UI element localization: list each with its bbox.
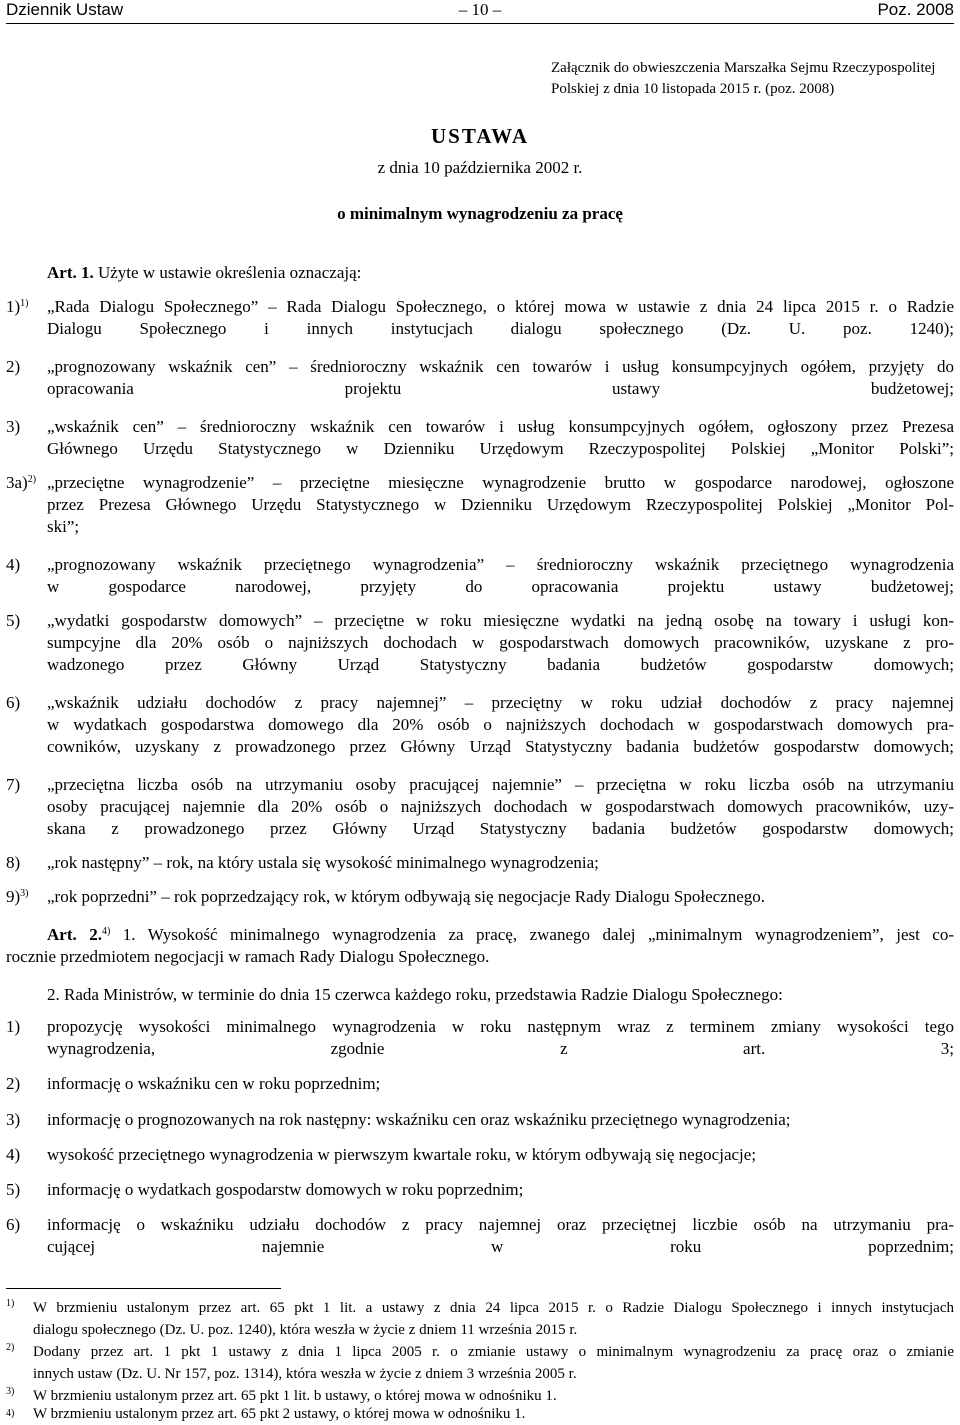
art1-item-number: 5) <box>6 611 21 630</box>
art2-item-number: 1) <box>6 1017 21 1036</box>
art2-heading: Art. 2. <box>47 925 102 944</box>
header-divider <box>6 23 954 24</box>
art2-item-4: wysokość przeciętnego wynagrodzenia w pierwszym kwartale roku, w którym odbywają się negocjacje; <box>47 1145 757 1164</box>
art2-item-number: 3) <box>6 1110 21 1129</box>
art2-item-2: informację o wskaźniku cen w roku poprzednim; <box>47 1074 381 1093</box>
footnote-4: W brzmieniu ustalonym przez art. 65 pkt 2 ustawy, o której mowa w odnośniku 1. <box>33 1406 526 1422</box>
art2-para-1-line-2: rocznie przedmiotem negocjacji w ramach Rady Dialogu Społecznego. <box>6 947 490 966</box>
footnote-3: W brzmieniu ustalonym przez art. 65 pkt 1 lit. b ustawy, o której mowa w odnośniku 1. <box>33 1388 557 1404</box>
art2-item-number: 4) <box>6 1145 21 1164</box>
page-number: – 10 – <box>458 0 502 19</box>
art1-intro: Użyte w ustawie określenia oznaczają: <box>97 263 362 282</box>
art1-item-number: 3) <box>6 417 21 436</box>
art2-item-5: informację o wydatkach gospodarstw domowych w roku poprzednim; <box>47 1180 524 1199</box>
art1-item-3: „wskaźnik cen” – średnioroczny wskaźnik cen towarów i usług konsumpcyjnych ogółem, ogłoszony przez Prezesa Głównego Urzędu Statystycznego w Dzienniku Urzędowym Rzeczypospolitej Polskiej „Monitor Polski”; <box>47 417 954 458</box>
act-subject: o minimalnym wynagrodzeniu za pracę <box>337 204 623 223</box>
art1-item-number: 9)$^{3)}$ <box>6 887 29 906</box>
art1-item-2: „prognozowany wskaźnik cen” – średnioroczny wskaźnik cen towarów i usług konsumpcyjnych ogółem, przyjęty do opracowania projektu ustawy budżetowej; <box>47 357 954 398</box>
footnote-number: 1) <box>6 1298 15 1309</box>
running-header <box>6 0 954 21</box>
art1-heading: Art. 1. <box>47 263 94 282</box>
footnote-2: Dodany przez art. 1 pkt 1 ustawy z dnia 1 lipca 2005 r. o zmianie ustawy o minimalnym wynagrodzeniu za pracę oraz o zmianie innych ustaw (Dz. U. Nr 157, poz. 1314), która weszła w życie z dniem 3 września 2005 r. <box>33 1344 954 1382</box>
footnote-1: W brzmieniu ustalonym przez art. 65 pkt 1 lit. a ustawy z dnia 24 lipca 2015 r. o Radzie Dialogu Społecznego i innych instytucjach dialogu społecznego (Dz. U. poz. 1240), która weszła w życie z dniem 11 września 2015 r. <box>33 1300 954 1338</box>
footnote-divider <box>6 1288 281 1289</box>
art1-item-5: „wydatki gospodarstw domowych” – przeciętne w roku miesięczne wydatki na jedną osobę na towary i usługi kon- sumpcyjne dla 20% osób o najniższych dochodach w gospodarstwach domowych pracowników, uzyskane z pro- wadzonego przez Główny Urząd Statystyczny badania budżetów gospodarstw domowych; <box>47 611 954 674</box>
art1-item-7: „przeciętna liczba osób na utrzymaniu osoby pracującej najemnie” – przeciętna w roku liczba osób na utrzymaniu osoby pracującej najemnie dla 20% osób o najniższych dochodach w gospodarstwach domowych pracowników, uzy- skana z prowadzonego przez Główny Urząd Statystyczny badania budżetów gospodarstw domowych; <box>47 775 954 838</box>
art2-item-number: 5) <box>6 1180 21 1199</box>
art2-item-number: 2) <box>6 1074 21 1093</box>
art2-para-2: 2. Rada Ministrów, w terminie do dnia 15 czerwca każdego roku, przedstawia Radzie Dialogu Społecznego: <box>47 985 783 1004</box>
journal-name: Dziennik Ustaw <box>6 0 124 19</box>
act-title: USTAWA <box>431 124 529 148</box>
art1-item-3a: „przeciętne wynagrodzenie” – przeciętne miesięczne wynagrodzenie brutto w gospodarce narodowej, ogłoszone przez Prezesa Głównego Urzędu Statystycznego w Dzienniku Urzędowym Rzeczypospolitej Polskiej „Monitor Pol- ski”; <box>47 473 954 536</box>
art1-item-number: 7) <box>6 775 21 794</box>
art1-item-number: 8) <box>6 853 21 872</box>
footnote-number: 3) <box>6 1386 15 1397</box>
art1-item-9: „rok poprzedni” – rok poprzedzający rok, w którym odbywają się negocjacje Rady Dialogu Społecznego. <box>47 887 766 906</box>
art1-item-number: 1)$^{1)}$ <box>6 297 29 316</box>
art1-item-number: 2) <box>6 357 21 376</box>
footnote-number: 4) <box>6 1408 15 1419</box>
art2-item-3: informację o prognozowanych na rok następny: wskaźniku cen oraz wskaźniku przeciętnego wynagrodzenia; <box>47 1110 791 1129</box>
art2-item-1: propozycję wysokości minimalnego wynagrodzenia w roku następnym wraz z terminem zmiany wysokości tego wynagrodzenia, zgodnie z art. 3; <box>47 1017 954 1058</box>
art2-item-6: informację o wskaźniku udziału dochodów z pracy najemnej oraz przeciętnej liczbie osób na utrzymaniu pra- cującej najemnie w roku poprzednim; <box>47 1215 954 1256</box>
position-number: Poz. 2008 <box>877 0 954 19</box>
art1-item-number: 6) <box>6 693 21 712</box>
art1-item-number: 4) <box>6 555 21 574</box>
annex-line-1: Załącznik do obwieszczenia Marszałka Sejmu Rzeczypospolitej <box>551 60 936 76</box>
art1-intro-line <box>47 262 361 284</box>
art1-item-6: „wskaźnik udziału dochodów z pracy najemnej” – przeciętny w roku udział dochodów z pracy najemnej w wydatkach gospodarstwa domowego dla 20% osób o najniższych dochodach w gospodarstwach domowych pra- cowników, uzyskany z prowadzonego przez Główny Urząd Statystyczny badania budżetów gospodarstw domowych; <box>47 693 954 756</box>
annex-note <box>551 58 956 100</box>
art1-item-1: „Rada Dialogu Społecznego” – Rada Dialogu Społecznego, o której mowa w ustawie z dnia 24 lipca 2015 r. o Radzie Dialogu Społecznego i innych instytucjach dialogu społecznego (Dz. U. poz. 1240); <box>47 297 954 338</box>
art2-item-number: 6) <box>6 1215 21 1234</box>
annex-line-2: Polskiej z dnia 10 listopada 2015 r. (poz. 2008) <box>551 81 835 97</box>
act-date: z dnia 10 października 2002 r. <box>377 158 583 177</box>
art1-item-8: „rok następny” – rok, na który ustala się wysokość minimalnego wynagrodzenia; <box>47 853 599 872</box>
art1-item-4: „prognozowany wskaźnik przeciętnego wynagrodzenia” – średnioroczny wskaźnik przeciętnego wynagrodzenia w gospodarce narodowej, przyjęty do opracowania projektu ustawy budżetowej; <box>47 555 954 596</box>
art1-item-number: 3a)$^{2)}$ <box>6 473 37 492</box>
art2-para-1-line-1: Art. 2.$^{4)}$ 1. Wysokość minimalnego wynagrodzenia za pracę, zwanego dalej „minimalnym wynagrodzeniem”, jest co- <box>47 925 955 944</box>
footnote-number: 2) <box>6 1342 15 1353</box>
